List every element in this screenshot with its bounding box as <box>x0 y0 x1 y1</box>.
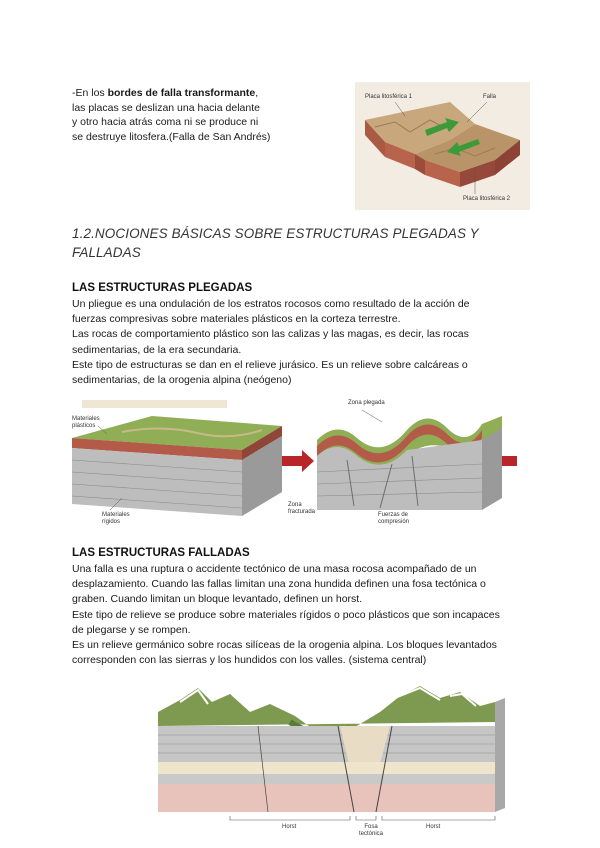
folded-line: Un pliegue es una ondulación de los estratos rocosos como resultado de la acción de <box>72 298 470 310</box>
label-horst-right: Horst <box>426 824 441 830</box>
faulted-line: de plegarse y se rompen. <box>72 623 191 636</box>
label-plate-2: Placa litosférica 2 <box>463 196 511 202</box>
folded-line: sedimentarias, de la era secundaria. <box>72 343 242 356</box>
fold-figure <box>62 398 522 530</box>
faulted-line: graben. Cuando limitan un bloque levantado, definen un horst. <box>72 593 363 606</box>
label-plate-1: Placa litosférica 1 <box>365 94 413 100</box>
label-compression-force: Fuerzas de compresión <box>378 512 410 525</box>
folded-paragraph <box>72 297 532 388</box>
faulted-line: Es un relieve germánico sobre rocas silíceas de la orogenia alpina. Los bloques levantados <box>72 639 497 652</box>
faulted-title: LAS ESTRUCTURAS FALLADAS <box>72 547 250 559</box>
folded-title: LAS ESTRUCTURAS PLEGADAS <box>72 282 253 294</box>
folded-line: fuerzas compresivas sobre materiales plásticos en la corteza terrestre. <box>72 313 401 326</box>
horst-graben-figure <box>150 682 510 840</box>
section-heading-line: 1.2.NOCIONES BÁSICAS SOBRE ESTRUCTURAS PLEGADAS Y <box>72 226 479 241</box>
label-folded-zone: Zona plegada <box>348 400 385 406</box>
label-horst-left: Horst <box>282 824 297 830</box>
intro-line: y otro hacia atrás coma ni se produce ni <box>72 116 259 128</box>
horst-graben-illustration <box>150 682 510 822</box>
folded-line: sedimentarias, de la orogenia alpina (neógeno) <box>72 374 292 387</box>
label-rigid-materials: Materiales rígidos <box>102 512 130 525</box>
intro-bold-term: bordes de falla transformante <box>107 87 256 99</box>
faulted-line: Una falla es una ruptura o accidente tectónico de una masa rocosa acompañado de un <box>72 563 477 575</box>
intro-line: las placas se deslizan una hacia delante <box>72 101 260 114</box>
label-plastic-materials: Materiales plásticos <box>72 416 100 429</box>
intro-prefix: -En los <box>72 87 108 99</box>
folded-line: Las rocas de comportamiento plástico son las calizas y las magas, es decir, las rocas <box>72 328 469 341</box>
intro-paragraph <box>72 86 342 144</box>
faulted-line: desplazamiento. Cuando las fallas limitan una zona hundida definen una fosa tectónica o <box>72 578 486 591</box>
label-fault: Falla <box>483 94 497 100</box>
faulted-line: Este tipo de relieve se produce sobre materiales rígidos o poco plásticos que son incapaces <box>72 608 500 621</box>
faulted-line: corresponden con las sierras y los hundidos con los valles. (sistema central) <box>72 654 427 667</box>
section-heading <box>72 224 542 262</box>
section-heading-line: FALLADAS <box>72 245 141 260</box>
transform-fault-illustration <box>355 82 530 210</box>
faulted-paragraph <box>72 562 532 668</box>
intro-suffix: , <box>255 87 259 99</box>
folded-line: Este tipo de estructuras se dan en el relieve jurásico. Es un relieve sobre calcáreas o <box>72 358 468 371</box>
label-fractured-zone: Zona fracturada <box>288 502 316 515</box>
intro-line: se destruye litosfera.(Falla de San Andrés) <box>72 130 271 143</box>
label-graben: Fosa tectónica <box>358 824 383 837</box>
transform-fault-figure <box>355 82 530 210</box>
